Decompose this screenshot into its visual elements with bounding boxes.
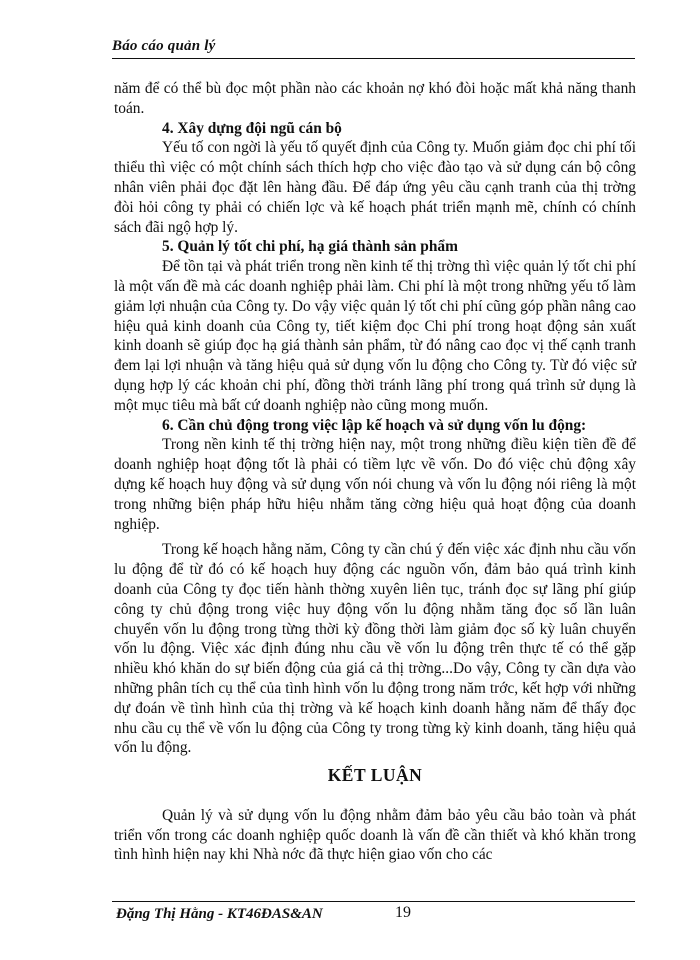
conclusion-heading: KẾT LUẬN [327, 765, 423, 786]
running-header: Báo cáo quản lý [112, 38, 216, 54]
body-text [114, 79, 636, 865]
footer-rule [112, 901, 635, 902]
paragraph-section-6a: Trong nền kinh tế thị trờng hiện nay, một trong những điều kiện tiền đề để doanh nghiệp hoạt động tốt là phải có tiềm lực về vốn. Do đó việc chủ động xây dựng kế hoạch huy động và sử dụng vốn nói chung và vốn lu động nói riêng là một trong những biện pháp hữu hiệu nhằm tăng cờng hiệu quả hoạt động của doanh nghiệp. [114, 436, 636, 533]
paragraph-section-5: Để tồn tại và phát triển trong nền kinh tế thị trờng thì việc quản lý tốt chi phí là một vấn đề mà các doanh nghiệp phải làm. Chi phí là một trong những yếu tố làm giảm lợi nhuận của Công ty. Do vậy việc quản lý tốt chi phí cũng góp phần nâng cao hiệu quả kinh doanh của Công ty, tiết kiệm đọc Chi phí trong hoạt động sản xuất kinh doanh sẽ giúp đọc hạ giá thành sản phẩm, từ đó nâng cao đọc vị thế cạnh tranh đem lại lợi nhuận và tăng hiệu quả sử dụng vốn lu động cho Công ty. Từ đó việc sử dụng hợp lý các khoản chi phí, đồng thời tránh lãng phí trong quá trình sử dụng là một mục tiêu mà bất cứ doanh nghiệp nào cũng mong muốn. [114, 258, 636, 414]
footer-author: Đặng Thị Hằng - KT46ĐAS&AN [116, 906, 323, 922]
page-number: 19 [395, 904, 411, 921]
heading-section-5: 5. Quản lý tốt chi phí, hạ giá thành sản phẩm [162, 238, 458, 256]
paragraph-section-6b: Trong kế hoạch hằng năm, Công ty cần chú ý đến việc xác định nhu cầu vốn lu động để từ đó có kế hoạch huy động các nguồn vốn, đảm bảo quá trình kinh doanh của Công ty đọc tiến hành thờng xuyên liên tục, tránh đọc sự lãng phí giúp công ty chủ động trong việc huy động vốn lu động nhằm tăng đọc số lần luân chuyển vốn lu động trong từng thời kỳ đồng thời làm giảm đọc số kỳ luân chuyển vốn lu động. Việc xác định đúng nhu cầu về vốn lu động trên thực tế có thể gặp nhiều khó khăn do sự biến động của giá cả thị trờng...Do vậy, Công ty cần dựa vào những phân tích cụ thể của tình hình vốn lu động trong năm trớc, kết hợp với những dự đoán về tình hình của thị trờng và kế hoạch kinh doanh hằng năm để thấy đọc nhu cầu cụ thể về vốn lu động của Công ty trong từng kỳ kinh doanh, tăng hiệu quả vốn lu động. [114, 541, 636, 757]
heading-section-4: 4. Xây dựng đội ngũ cán bộ [162, 119, 342, 137]
heading-section-6: 6. Cần chủ động trong việc lập kế hoạch và sử dụng vốn lu động: [162, 416, 587, 434]
paragraph-section-4: Yếu tố con ngời là yếu tố quyết định của Công ty. Muốn giảm đọc chi phí tối thiểu thì việc có một chính sách thích hợp cho việc đào tạo và sử dụng cán bộ công nhân viên phải đọc đặt lên hàng đầu. Để đáp ứng yêu cầu cạnh tranh của thị trờng đòi hỏi công ty phải có chiến lợc và kế hoạch phát triển mạnh mẽ, chính có chính sách đãi ngộ hợp lý. [114, 139, 636, 236]
paragraph-conclusion: Quản lý và sử dụng vốn lu động nhằm đảm bảo yêu cầu bảo toàn và phát triển vốn trong các doanh nghiệp quốc doanh là vấn đề cần thiết và khó khăn trong tình hình hiện nay khi Nhà nớc đã thực hiện giao vốn cho các [114, 806, 636, 864]
paragraph-intro: năm để có thể bù đọc một phần nào các khoản nợ khó đòi hoặc mất khả năng thanh toán. [114, 80, 636, 117]
header-rule [112, 58, 635, 59]
